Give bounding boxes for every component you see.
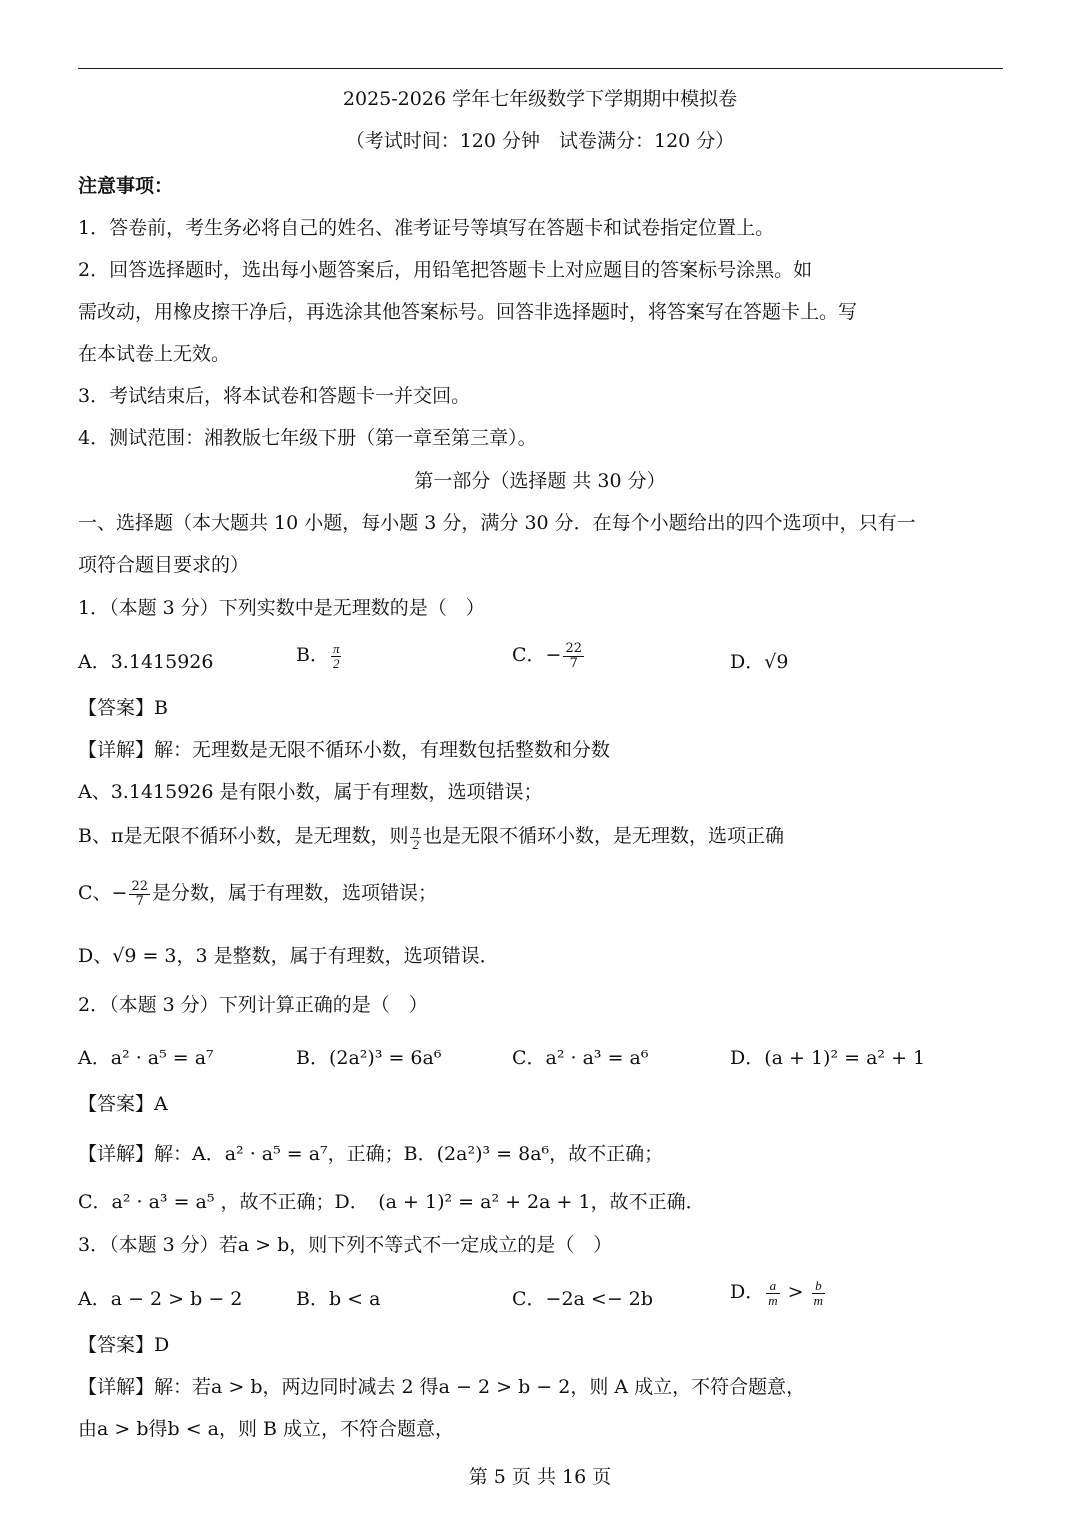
q1-detail-4-pre: C、−	[78, 882, 128, 905]
q3-option-b: B．b < a	[296, 1288, 381, 1310]
section-instructions-line-1: 一、选择题（本大题共 10 小题，每小题 3 分，满分 30 分．在每个小题给出的四个选项中，只有一	[78, 512, 916, 534]
q1-option-b-label: B．	[296, 644, 329, 666]
q1-option-a: A．3.1415926	[78, 651, 214, 673]
q3-option-c: C．−2a <− 2b	[512, 1288, 654, 1310]
q1-option-c	[512, 640, 586, 670]
q2-answer: 【答案】A	[78, 1093, 168, 1115]
exam-subtitle: （考试时间：120 分钟 试卷满分：120 分）	[345, 130, 735, 152]
q1-detail-2: A、3.1415926 是有限小数，属于有理数，选项错误；	[78, 781, 543, 803]
q3-option-d-label: D．	[730, 1281, 765, 1303]
part-heading: 第一部分（选择题 共 30 分）	[414, 470, 666, 492]
q3-d-numerator-2: b	[812, 1279, 825, 1294]
note-4: 4．测试范围：湘教版七年级下册（第一章至第三章）。	[78, 427, 537, 449]
q1-detail-1: 【详解】解：无理数是无限不循环小数，有理数包括整数和分数	[78, 739, 611, 761]
top-rule	[78, 68, 1003, 69]
question-1-stem: 1．（本题 3 分）下列实数中是无理数的是（ ）	[78, 597, 485, 619]
q3-detail-1: 【详解】解：若a > b，两边同时减去 2 得a − 2 > b − 2，则 A 成立，不符合题意，	[78, 1376, 806, 1398]
q1-c-denominator: 7	[569, 655, 578, 671]
q3-d-denominator-1: m	[768, 1292, 778, 1308]
q1-detail-4-denominator: 7	[135, 893, 144, 909]
q1-b-denominator: 2	[332, 655, 340, 671]
q3-answer: 【答案】D	[78, 1334, 170, 1356]
q3-d-numerator-1: a	[766, 1279, 779, 1294]
q1-detail-3-pre: B、π是无限不循环小数，是无理数，则	[78, 825, 409, 848]
page-footer: 第 5 页 共 16 页	[468, 1466, 612, 1488]
q1-detail-4	[78, 880, 437, 908]
q3-option-d	[730, 1277, 827, 1307]
section-instructions-line-2: 项符合题目要求的）	[78, 554, 250, 576]
q1-answer: 【答案】B	[78, 697, 168, 719]
q2-detail-2: C．a² · a³ = a⁵ ，故不正确；D． (a + 1)² = a² + 2a + 1，故不正确．	[78, 1191, 705, 1213]
q1-detail-3-denominator: 2	[412, 836, 419, 852]
q2-option-c: C．a² · a³ = a⁶	[512, 1047, 649, 1069]
q1-detail-3-numerator: π	[412, 822, 419, 837]
exam-title: 2025-2026 学年七年级数学下学期期中模拟卷	[342, 88, 738, 110]
q1-b-numerator: π	[332, 640, 340, 656]
note-2-line-1: 2．回答选择题时，选出每小题答案后，用铅笔把答题卡上对应题目的答案标号涂黑。如	[78, 259, 813, 281]
q2-detail-1: 【详解】解：A．a² · a⁵ = a⁷，正确；B．(2a²)³ = 8a⁶，故不正确；	[78, 1143, 664, 1165]
q1-detail-3	[78, 823, 784, 851]
note-2-line-2: 需改动，用橡皮擦干净后，再选涂其他答案标号。回答非选择题时，将答案写在答题卡上。写	[78, 301, 858, 323]
q2-option-a: A．a² · a⁵ = a⁷	[78, 1047, 214, 1069]
q1-detail-4-post: 是分数，属于有理数，选项错误；	[152, 882, 438, 905]
q3-option-a: A．a − 2 > b − 2	[78, 1288, 243, 1310]
q1-option-c-label: C．−	[512, 644, 562, 666]
q2-option-b: B．(2a²)³ = 6a⁶	[296, 1047, 442, 1069]
q1-detail-5: D、√9 = 3，3 是整数，属于有理数，选项错误．	[78, 945, 499, 967]
question-2-stem: 2．（本题 3 分）下列计算正确的是（ ）	[78, 994, 428, 1016]
q1-detail-4-numerator: 22	[131, 879, 149, 894]
note-3: 3．考试结束后，将本试卷和答题卡一并交回。	[78, 385, 471, 407]
q3-detail-2: 由a > b得b < a，则 B 成立，不符合题意，	[78, 1418, 455, 1440]
q3-d-denominator-2: m	[813, 1292, 824, 1308]
q3-d-operator: >	[781, 1281, 810, 1303]
q1-detail-3-post: 也是无限不循环小数，是无理数，选项正确	[422, 825, 784, 848]
question-3-stem: 3．（本题 3 分）若a > b，则下列不等式不一定成立的是（ ）	[78, 1234, 613, 1256]
q1-option-d: D．√9	[730, 651, 789, 673]
q1-option-b	[296, 640, 343, 670]
note-2-line-3: 在本试卷上无效。	[78, 343, 231, 365]
notes-heading: 注意事项：	[78, 175, 174, 197]
q1-c-numerator: 22	[565, 640, 583, 656]
q2-option-d: D．(a + 1)² = a² + 1	[730, 1047, 926, 1069]
note-1: 1．答卷前，考生务必将自己的姓名、准考证号等填写在答题卡和试卷指定位置上。	[78, 217, 775, 239]
